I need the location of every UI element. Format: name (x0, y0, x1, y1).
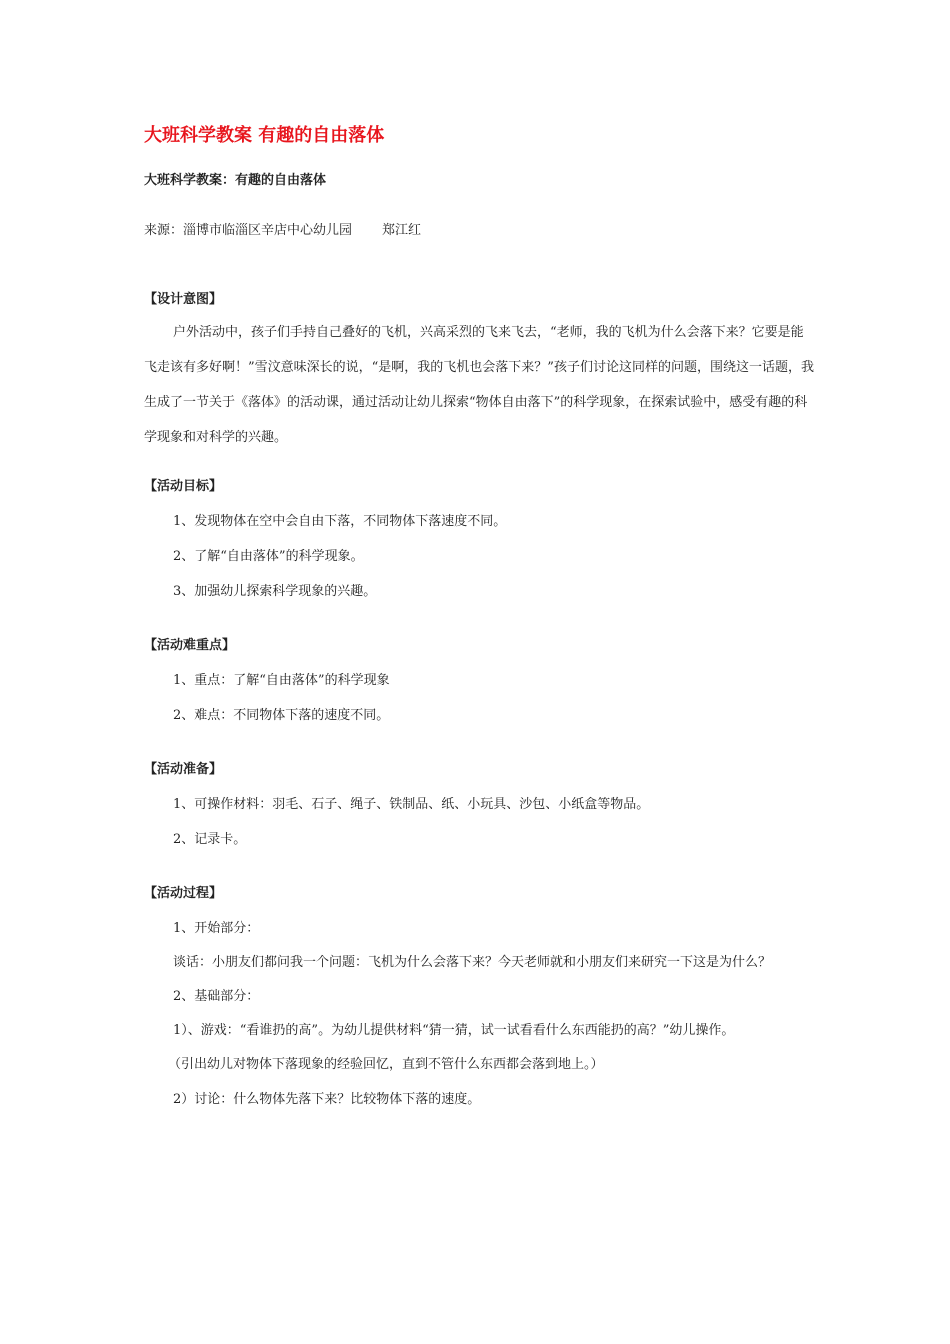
goal-item-1: 1、发现物体在空中会自由下落，不同物体下落速度不同。 (173, 514, 507, 529)
source-label: 来源：淄博市临淄区辛店中心幼儿园 (144, 223, 353, 238)
process-step-2: 2、基础部分： (173, 989, 260, 1004)
process-heading: 【活动过程】 (144, 886, 223, 901)
key-point-item-2: 2、难点：不同物体下落的速度不同。 (173, 708, 390, 723)
key-points-heading: 【活动难重点】 (144, 638, 236, 653)
process-step-1: 1、开始部分： (173, 921, 260, 936)
process-note: （引出幼儿对物体下落现象的经验回忆，直到不管什么东西都会落到地上。） (168, 1057, 604, 1072)
prep-item-2: 2、记录卡。 (173, 832, 247, 847)
process-talk-paragraph: 谈话：小朋友们都问我一个问题：飞机为什么会落下来？今天老师就和小朋友们来研究一下这是为什么？ (173, 955, 772, 970)
design-heading: 【设计意图】 (144, 292, 223, 307)
document-body (144, 122, 816, 1110)
goal-item-3: 3、加强幼儿探索科学现象的兴趣。 (173, 584, 377, 599)
goals-heading: 【活动目标】 (144, 479, 223, 494)
process-discussion: 2）讨论：什么物体先落下来？比较物体下落的速度。 (173, 1092, 481, 1107)
design-paragraph: 户外活动中，孩子们手持自己叠好的飞机，兴高采烈的飞来飞去，“老师，我的飞机为什么会落下来？它要是能飞走该有多好啊！”雪汶意味深长的说，“是啊，我的飞机也会落下来？”孩子们讨论这同样的问题，围绕这一话题，我生成了一节关于《落体》的活动课，通过活动让幼儿探索“物体自由落下”的科学现象，在探索试验中，感受有趣的科学现象和对科学的兴趣。 (144, 325, 814, 445)
prep-item-1: 1、可操作材料：羽毛、石子、绳子、铁制品、纸、小玩具、沙包、小纸盒等物品。 (173, 797, 650, 812)
goal-item-2: 2、了解“自由落体”的科学现象。 (173, 549, 364, 564)
key-point-item-1: 1、重点：了解“自由落体”的科学现象 (173, 673, 390, 688)
author-name: 郑江红 (382, 223, 422, 238)
process-game-paragraph: 1）、游戏：“看谁扔的高”。为幼儿提供材料“猜一猜，试一试看看什么东西能扔的高？”幼儿操作。 (173, 1023, 735, 1038)
prep-heading: 【活动准备】 (144, 762, 223, 777)
doc-source (144, 221, 816, 241)
doc-title: 大班科学教案 有趣的自由落体 (144, 125, 385, 146)
doc-subtitle: 大班科学教案：有趣的自由落体 (144, 173, 327, 188)
